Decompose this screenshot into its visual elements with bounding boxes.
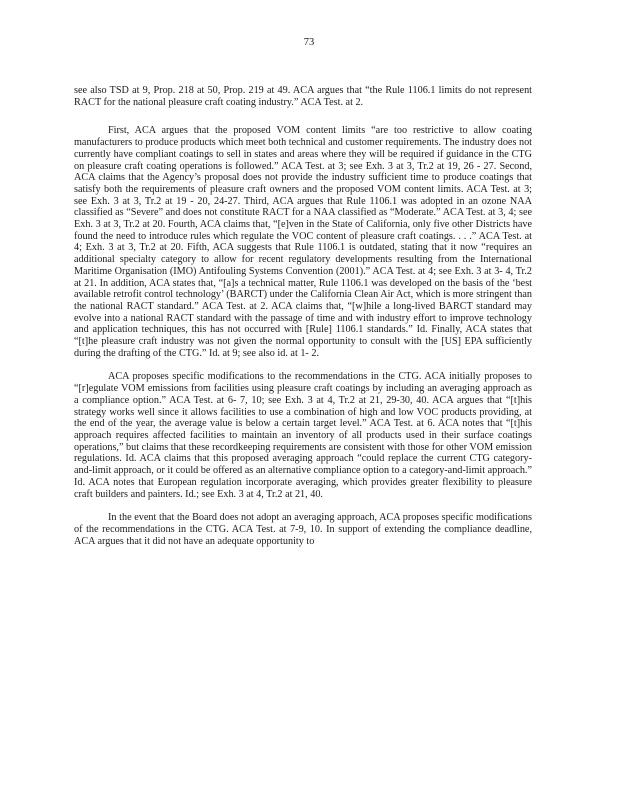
page-number: 73 xyxy=(303,37,315,48)
paragraph-aca-modifications: ACA proposes specific modifications to the recommendations in the CTG. ACA initially proposes to “[r]egulate VOM emissions from facilities using pleasure craft coatings by including an averaging approach as a compliance option.” ACA Test. at 6- 7, 10; see Exh. 3 at 4, Tr.2 at 21, 29-30, 40. ACA argues that “[t]his strategy works well since it allows facilities to use a combination of high and low VOC products providing, at the end of the year, the average value is below a certain target level.” ACA Test. at 6. ACA notes that “[t]his approach requires affected facilities to maintain an inventory of all products used in their surface coatings operations,” but claims that these recordkeeping requirements are consistent with those for other VOM emission regulations. Id. ACA claims that this proposed averaging approach “could replace the current CTG category-and-limit approach, or it could be offered as an alternative compliance option to a category-and-limit approach.” Id. ACA notes that European regulation incorporate averaging, which provides greater flexibility to pleasure craft builders and painters. Id.; see Exh. 3 at 4, Tr.2 at 21, 40. xyxy=(74,371,532,500)
paragraph-compliance-deadline: In the event that the Board does not adopt an averaging approach, ACA proposes specific modifications of the recommendations in the CTG. ACA Test. at 7-9, 10. In support of extending the compliance deadline, ACA argues that it did not have an adequate opportunity to xyxy=(74,512,532,547)
body-text xyxy=(74,85,532,559)
paragraph-continuation: see also TSD at 9, Prop. 218 at 50, Prop. 219 at 49. ACA argues that “the Rule 1106.1 limits do not represent RACT for the national pleasure craft coating industry.” ACA Test. at 2. xyxy=(74,85,532,108)
paragraph-aca-arguments: First, ACA argues that the proposed VOM content limits “are too restrictive to allow coating manufacturers to produce products which meet both technical and customer requirements. The industry does not currently have compliant coatings to sell in states and areas where they will be required if guidance in the CTG on pleasure craft coating operations is followed.” ACA Test. at 3; see Exh. 3 at 3, Tr.2 at 19, 26 - 27. Second, ACA claims that the Agency’s proposal does not provide the industry sufficient time to produce coatings that satisfy both the requirements of pleasure craft owners and the proposed VOM content limits. ACA Test. at 3; see Exh. 3 at 3, Tr.2 at 19 - 20, 24-27. Third, ACA argues that Rule 1106.1 was adopted in an ozone NAA classified as “Severe” and does not constitute RACT for a NAA classified as “Moderate.” ACA Test. at 3, 4; see Exh. 3 at 3, Tr.2 at 20. Fourth, ACA claims that, “[e]ven in the State of California, only five other Districts have found the need to introduce rules which regulate the VOC content of pleasure craft coatings. . . .” ACA Test. at 4; Exh. 3 at 3, Tr.2 at 20. Fifth, ACA suggests that Rule 1106.1 is outdated, stating that it now “requires an additional specialty category to allow for recent regulatory developments resulting from the International Maritime Organisation (IMO) Antifouling Systems Convention (2001).” ACA Test. at 4; see Exh. 3 at 3- 4, Tr.2 at 21. In addition, ACA states that, “[a]s a technical matter, Rule 1106.1 was developed on the basis of the ‘best available retrofit control technology’ (BARCT) under the California Clean Air Act, which is more stringent than the national RACT standard.” ACA Test. at 2. ACA claims that, “[w]hile a long-lived BARCT standard may evolve into a national RACT standard with the passage of time and with industry effort to improve technology and application techniques, this has not occurred with [Rule] 1106.1 standards.” Id. Finally, ACA states that “[t]he pleasure craft industry was not given the normal opportunity to consult with the [US] EPA sufficiently during the drafting of the CTG.” Id. at 9; see also id. at 1- 2. xyxy=(74,125,532,359)
